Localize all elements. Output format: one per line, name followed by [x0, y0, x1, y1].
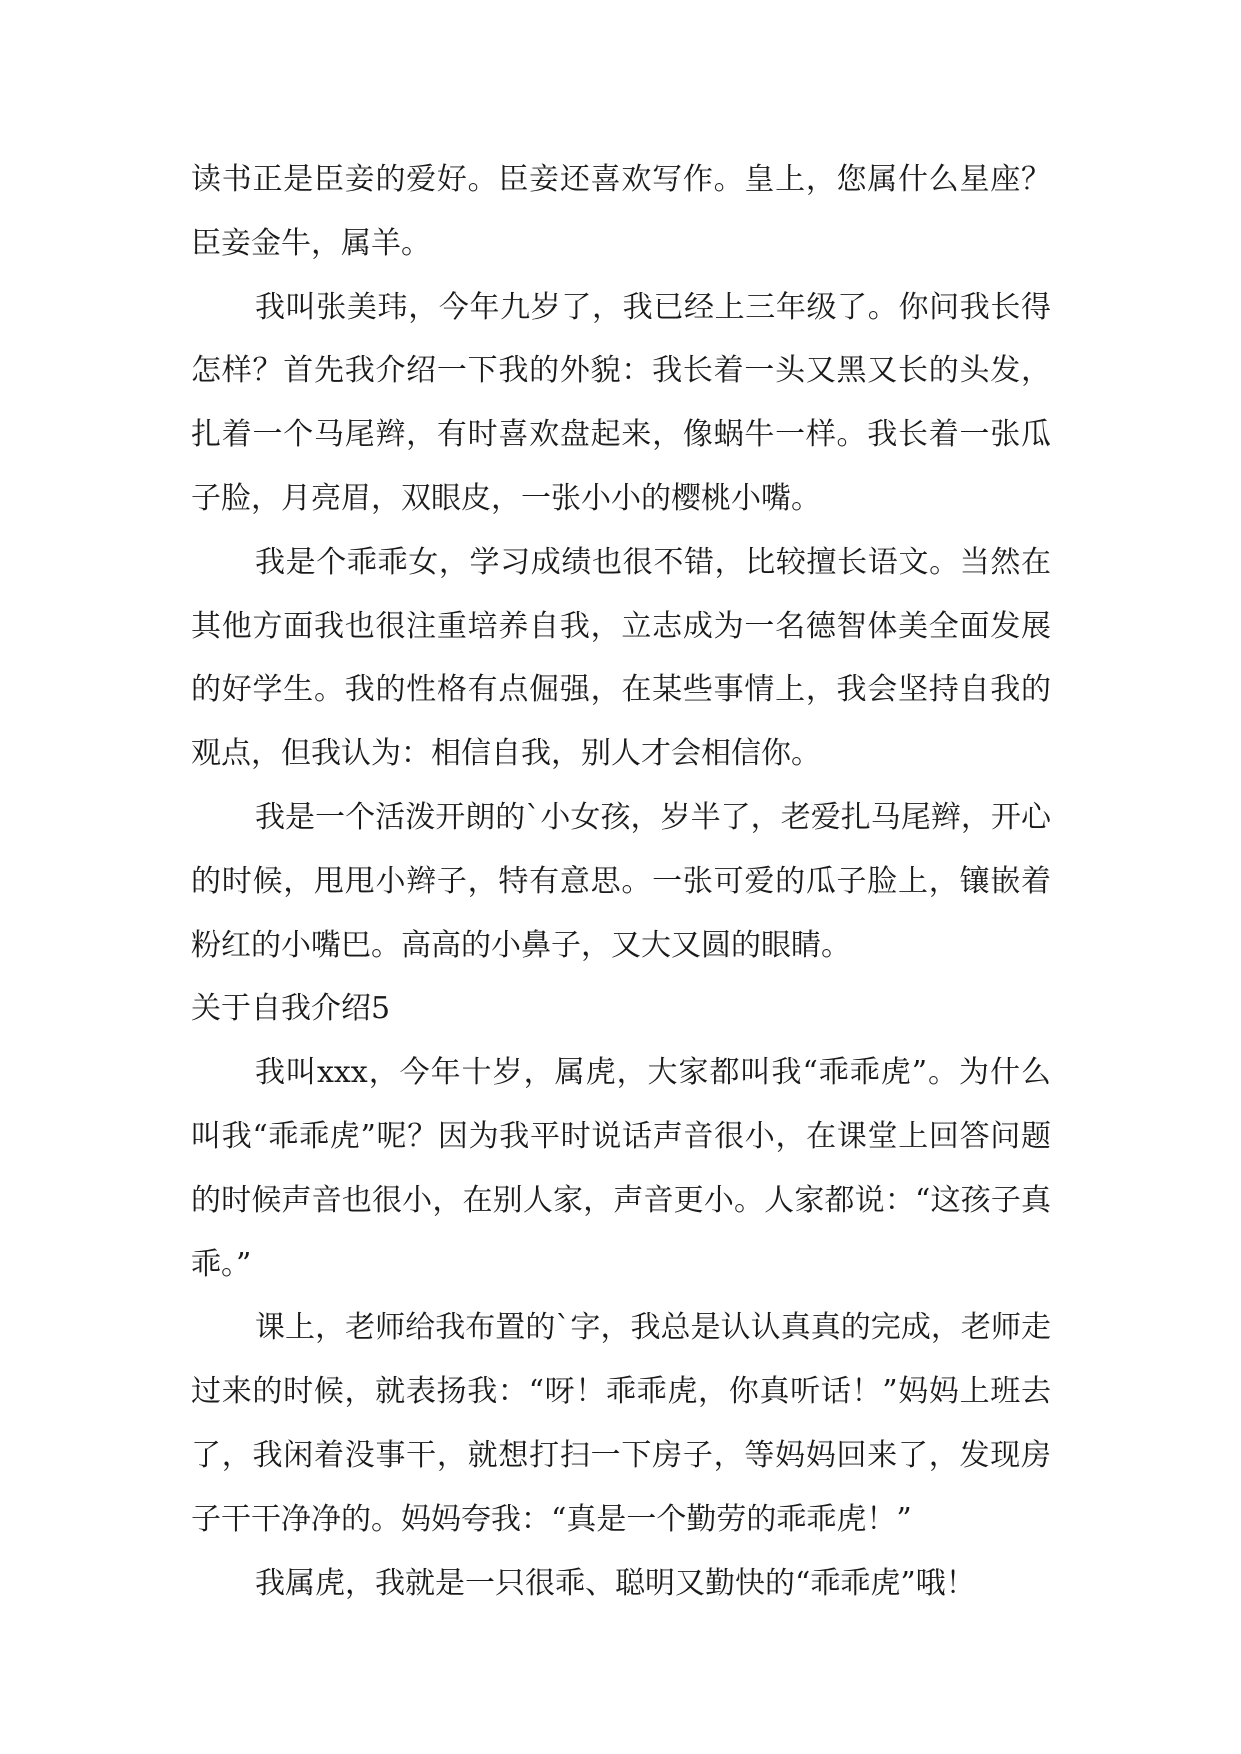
- document-page: [191, 148, 1051, 1615]
- paragraph: 我叫xxx，今年十岁，属虎，大家都叫我“乖乖虎”。为什么叫我“乖乖虎”呢？因为我平时说话声音很小，在课堂上回答问题的时候声音也很小，在别人家，声音更小。人家都说：“这孩子真乖。”: [191, 1055, 1051, 1282]
- section-heading: 关于自我介绍5: [191, 991, 391, 1027]
- paragraph: 我属虎，我就是一只很乖、聪明又勤快的“乖乖虎”哦！: [255, 1565, 976, 1601]
- paragraph: 读书正是臣妾的爱好。臣妾还喜欢写作。皇上，您属什么星座？臣妾金牛，属羊。: [191, 162, 1051, 261]
- paragraph: 我是一个活泼开朗的`小女孩，岁半了，老爱扎马尾辫，开心的时候，甩甩小辫子，特有意思。一张可爱的瓜子脸上，镶嵌着粉红的小嘴巴。高高的小鼻子，又大又圆的眼睛。: [191, 799, 1051, 963]
- paragraph: 课上，老师给我布置的`字，我总是认认真真的完成，老师走过来的时候，就表扬我：“呀！乖乖虎，你真听话！”妈妈上班去了，我闲着没事干，就想打扫一下房子，等妈妈回来了，发现房子干干净净的。妈妈夸我：“真是一个勤劳的乖乖虎！”: [191, 1310, 1051, 1537]
- paragraph: 我是个乖乖女，学习成绩也很不错，比较擅长语文。当然在其他方面我也很注重培养自我，立志成为一名德智体美全面发展的好学生。我的性格有点倔强，在某些事情上，我会坚持自我的观点，但我认为：相信自我，别人才会相信你。: [191, 544, 1051, 772]
- paragraph: 我叫张美玮，今年九岁了，我已经上三年级了。你问我长得怎样？首先我介绍一下我的外貌：我长着一头又黑又长的头发，扎着一个马尾辫，有时喜欢盘起来，像蜗牛一样。我长着一张瓜子脸，月亮眉，双眼皮，一张小小的樱桃小嘴。: [191, 289, 1051, 516]
